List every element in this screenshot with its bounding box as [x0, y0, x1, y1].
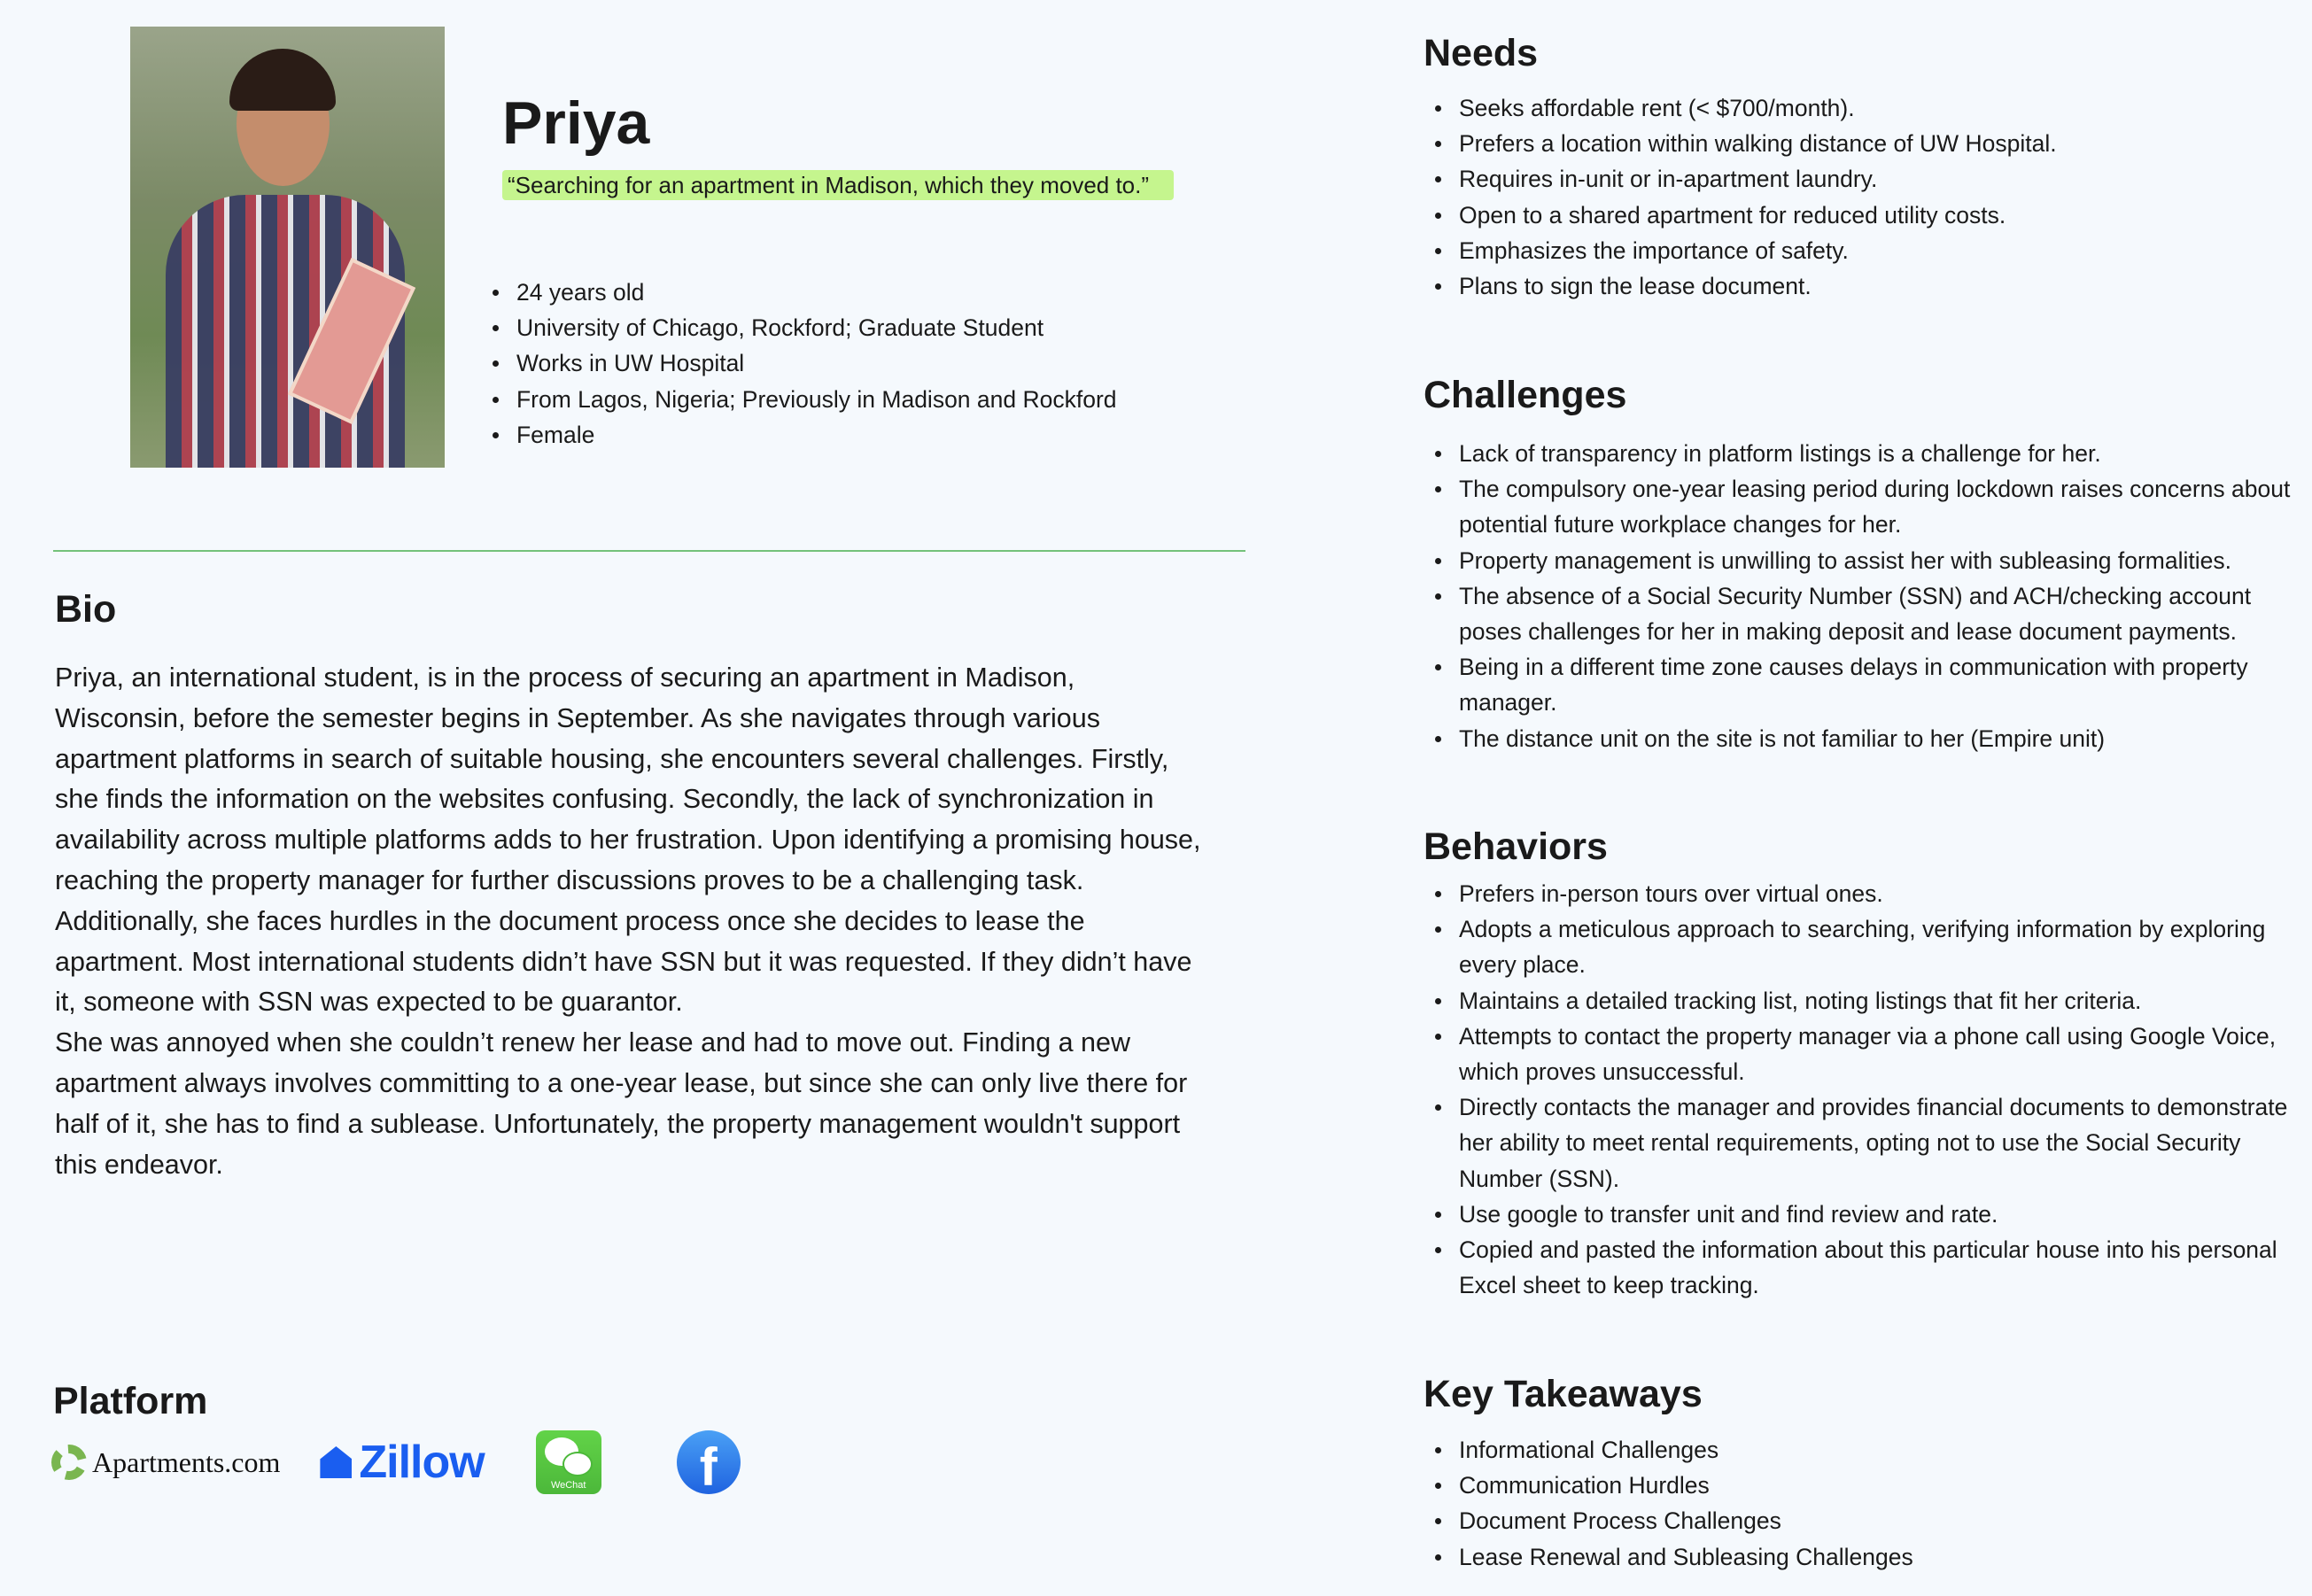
needs-list — [1424, 90, 2292, 304]
list-item: The distance unit on the site is not familiar to her (Empire unit) — [1424, 721, 2292, 756]
facebook-icon: f — [699, 1437, 718, 1494]
persona-quote — [502, 172, 1174, 199]
divider — [53, 550, 1245, 552]
takeaways-list — [1424, 1432, 2292, 1575]
list-item: Lease Renewal and Subleasing Challenges — [1424, 1539, 2292, 1575]
persona-facts — [481, 275, 1117, 453]
fact-item: Works in UW Hospital — [481, 345, 1117, 381]
persona-photo — [130, 27, 445, 468]
quote-text: “Searching for an apartment in Madison, which they moved to.” — [502, 170, 1174, 200]
persona-name: Priya — [502, 89, 650, 157]
wechat-logo — [536, 1430, 601, 1494]
list-item: Copied and pasted the information about this particular house into his personal Excel sheet to keep tracking. — [1424, 1232, 2292, 1303]
fact-item: University of Chicago, Rockford; Graduate Student — [481, 310, 1117, 345]
list-item: Seeks affordable rent (< $700/month). — [1424, 90, 2292, 126]
list-item: Prefers in-person tours over virtual ones. — [1424, 876, 2292, 911]
list-item: Prefers a location within walking distance of UW Hospital. — [1424, 126, 2292, 161]
behaviors-list — [1424, 876, 2292, 1303]
list-item: Directly contacts the manager and provides financial documents to demonstrate her ability to meet rental requirements, opting not to use the Social Security Number (SSN). — [1424, 1089, 2292, 1197]
bio-paragraph: She was annoyed when she couldn’t renew her lease and had to move out. Finding a new apartment always involves committing to a one-year lease, but since she can only live there for half of it, she has to find a sublease. Unfortunately, the property management wouldn't support this endeavor. — [55, 1027, 1188, 1180]
list-item: Property management is unwilling to assist her with subleasing formalities. — [1424, 543, 2292, 578]
bio-paragraph: Priya, an international student, is in the process of securing an apartment in Madison, Wisconsin, before the semester begins in September. As she navigates through various apartment platforms in search of suitable housing, she encounters several challenges. Firstly, she finds the information on the websites confusing. Secondly, the lack of synchronization in availability across multiple platforms adds to her frustration. Upon identifying a promising house, reaching the property manager for further discussions proves to be a challenging task. Additionally, she faces hurdles in the document process once she decides to lease the apartment. Most international students didn’t have SSN but it was requested. If they didn’t have it, someone with SSN was expected to be guarantor. — [55, 662, 1201, 1018]
list-item: Informational Challenges — [1424, 1432, 2292, 1468]
list-item: Being in a different time zone causes delays in communication with property manager. — [1424, 649, 2292, 720]
apartments-icon — [51, 1445, 87, 1480]
list-item: The absence of a Social Security Number (SSN) and ACH/checking account poses challenges for her in making deposit and lease document payments. — [1424, 578, 2292, 649]
list-item: Plans to sign the lease document. — [1424, 268, 2292, 304]
list-item: Attempts to contact the property manager via a phone call using Google Voice, which proves unsuccessful. — [1424, 1019, 2292, 1089]
bio-text — [55, 658, 1206, 1185]
list-item: Document Process Challenges — [1424, 1503, 2292, 1538]
fact-item: Female — [481, 417, 1117, 453]
list-item: Lack of transparency in platform listings is a challenge for her. — [1424, 436, 2292, 471]
apartments-label: Apartments.com — [92, 1445, 281, 1478]
list-item: Emphasizes the importance of safety. — [1424, 233, 2292, 268]
bio-heading: Bio — [55, 588, 117, 631]
apartments-logo — [51, 1445, 280, 1480]
list-item: Adopts a meticulous approach to searching, verifying information by exploring every place. — [1424, 911, 2292, 982]
list-item: Open to a shared apartment for reduced utility costs. — [1424, 198, 2292, 233]
platform-logos — [51, 1430, 741, 1494]
list-item: Use google to transfer unit and find review and rate. — [1424, 1197, 2292, 1232]
list-item: Maintains a detailed tracking list, noting listings that fit her criteria. — [1424, 983, 2292, 1019]
zillow-label: Zillow — [359, 1437, 485, 1488]
zillow-icon — [320, 1446, 352, 1478]
fact-item: 24 years old — [481, 275, 1117, 310]
behaviors-heading: Behaviors — [1424, 825, 1608, 868]
fact-item: From Lagos, Nigeria; Previously in Madison and Rockford — [481, 382, 1117, 417]
takeaways-heading: Key Takeaways — [1424, 1373, 1703, 1415]
needs-heading: Needs — [1424, 32, 1539, 74]
zillow-logo — [320, 1436, 484, 1489]
wechat-label: WeChat — [550, 1480, 586, 1491]
challenges-heading: Challenges — [1424, 374, 1627, 416]
list-item: Requires in-unit or in-apartment laundry. — [1424, 161, 2292, 197]
list-item: Communication Hurdles — [1424, 1468, 2292, 1503]
list-item: The compulsory one-year leasing period during lockdown raises concerns about potential future workplace changes for her. — [1424, 471, 2292, 542]
platform-heading: Platform — [53, 1380, 208, 1422]
challenges-list — [1424, 436, 2292, 756]
facebook-logo — [677, 1430, 741, 1494]
